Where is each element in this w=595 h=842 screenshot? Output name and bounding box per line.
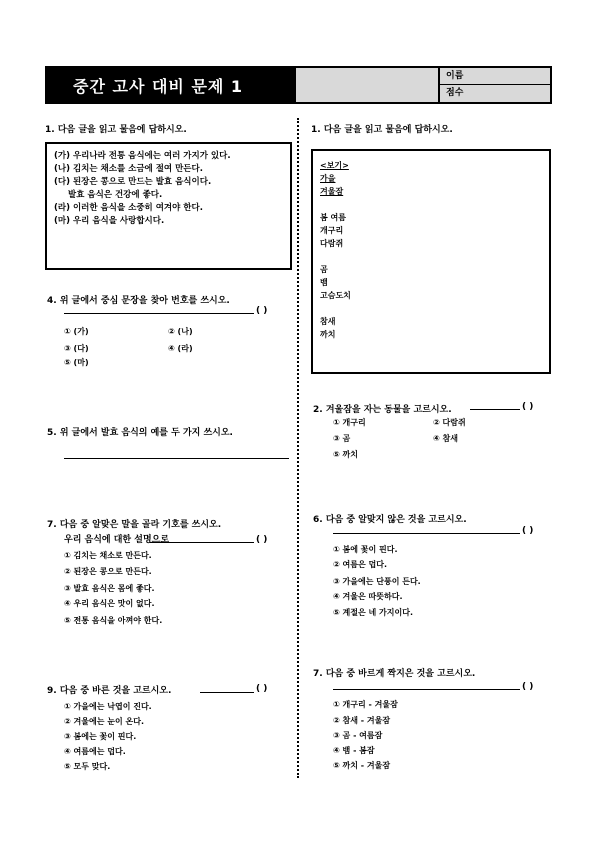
question-7-left <box>47 517 221 530</box>
passage-line: (라) 이러한 음식을 소중히 여겨야 한다. <box>54 203 203 213</box>
question-text: 위 글에서 중심 문장을 찾아 번호를 쓰시오. <box>59 296 230 306</box>
question-text: 다음 중 바른 것을 고르시오. <box>59 686 172 696</box>
passage-line: (가) 우리나라 전통 음식에는 여러 가지가 있다. <box>54 151 231 161</box>
question-number: 6. <box>313 515 323 525</box>
question-6 <box>313 512 467 525</box>
question-7-right <box>313 666 475 679</box>
question-number: 4. <box>47 296 57 306</box>
answer-rule <box>200 692 254 693</box>
answer-paren[interactable]: ( ) <box>256 684 268 694</box>
passage-line: (다) 된장은 콩으로 만드는 발효 음식이다. <box>54 177 212 187</box>
box-line <box>320 250 542 263</box>
answer-paren[interactable]: ( ) <box>522 402 534 412</box>
answer-rule <box>64 313 254 314</box>
option[interactable]: ① 봄에 꽃이 핀다. <box>333 545 398 554</box>
option[interactable]: ④ 우리 음식은 맛이 없다. <box>64 599 155 608</box>
box-line: <보기> <box>320 161 349 170</box>
option[interactable]: ⑤ 모두 맞다. <box>64 762 111 771</box>
box-line: 개구리 <box>320 226 344 235</box>
question-text: 위 글에서 발효 음식의 예를 두 가지 쓰시오. <box>59 428 233 438</box>
option[interactable]: ⑤ 까치 <box>333 450 359 459</box>
header-info-box <box>438 66 552 104</box>
option[interactable]: ② 된장은 콩으로 만든다. <box>64 567 152 576</box>
box-line: 겨울잠 <box>320 187 344 196</box>
box-line: 곰 <box>320 265 328 274</box>
option[interactable]: ② 여름은 덥다. <box>333 560 388 569</box>
box-line: 뱀 <box>320 278 328 287</box>
option[interactable]: ⑤ 계절은 네 가지이다. <box>333 608 413 617</box>
name-label: 이름 <box>440 68 550 85</box>
option[interactable]: ④ 뱀 - 봄잠 <box>333 746 375 755</box>
score-label: 점수 <box>446 88 464 98</box>
box-line: 봄 여름 <box>320 213 346 222</box>
question-4 <box>47 293 230 306</box>
passage-line: 발효 음식은 건강에 좋다. <box>68 190 163 200</box>
answer-paren[interactable]: ( ) <box>522 526 534 536</box>
question-number: 7. <box>47 520 57 530</box>
question-number: 2. <box>313 405 323 415</box>
option[interactable]: ⑤ 까치 - 겨울잠 <box>333 761 391 770</box>
box-line <box>320 302 542 315</box>
option[interactable]: ① 개구리 <box>333 418 366 427</box>
option[interactable]: ③ 곰 <box>333 434 351 443</box>
option[interactable]: ③ 봄에는 꽃이 핀다. <box>64 732 137 741</box>
question-number: 9. <box>47 686 57 696</box>
question-2 <box>313 402 452 415</box>
option[interactable]: ② 다람쥐 <box>433 418 466 427</box>
answer-paren[interactable]: ( ) <box>256 535 268 545</box>
question-text: 다음 중 알맞지 않은 것을 고르시오. <box>325 515 467 525</box>
box-line <box>320 198 542 211</box>
answer-rule <box>333 533 520 534</box>
box-line: 까치 <box>320 330 336 339</box>
option[interactable]: ⑤ (마) <box>64 358 89 367</box>
question-number: 7. <box>313 669 323 679</box>
answer-rule <box>150 542 254 543</box>
answer-rule <box>333 689 520 690</box>
right-passage-box <box>311 149 551 374</box>
box-line: 참새 <box>320 317 336 326</box>
option[interactable]: ④ 겨울은 따뜻하다. <box>333 592 403 601</box>
option[interactable]: ④ (라) <box>168 344 193 353</box>
box-line: 가을 <box>320 174 336 183</box>
option[interactable]: ③ 발효 음식은 몸에 좋다. <box>64 584 155 593</box>
passage-line: (마) 우리 음식을 사랑합시다. <box>54 216 165 226</box>
option[interactable]: ① 김치는 채소로 만든다. <box>64 551 152 560</box>
page-title: 중간 고사 대비 문제 1 <box>45 66 296 104</box>
answer-paren[interactable]: ( ) <box>522 682 534 692</box>
option[interactable]: ⑤ 전통 음식을 아껴야 한다. <box>64 616 163 625</box>
right-section-heading: 1. 다음 글을 읽고 물음에 답하시오. <box>311 125 453 135</box>
question-text-cont: 우리 음식에 대한 설명으로 <box>64 535 170 545</box>
option[interactable]: ② 참새 - 겨울잠 <box>333 716 391 725</box>
question-5 <box>47 425 233 438</box>
header-blank-area <box>296 66 438 104</box>
answer-rule <box>470 409 520 410</box>
question-number: 5. <box>47 428 57 438</box>
left-passage-box <box>45 142 292 270</box>
question-text: 겨울잠을 자는 동물을 고르시오. <box>325 405 452 415</box>
answer-line[interactable] <box>64 458 289 459</box>
option[interactable]: ① (가) <box>64 327 89 336</box>
box-line: 다람쥐 <box>320 239 344 248</box>
question-text: 다음 중 바르게 짝지은 것을 고르시오. <box>325 669 476 679</box>
column-divider <box>297 118 299 778</box>
option[interactable]: ③ 가을에는 단풍이 든다. <box>333 577 421 586</box>
question-text: 다음 중 알맞은 말을 골라 기호를 쓰시오. <box>59 520 222 530</box>
option[interactable]: ① 가을에는 낙엽이 진다. <box>64 702 152 711</box>
option[interactable]: ② (나) <box>168 327 193 336</box>
option[interactable]: ④ 여름에는 덥다. <box>64 747 126 756</box>
box-line: 고슴도치 <box>320 291 351 300</box>
question-9 <box>47 683 171 696</box>
option[interactable]: ① 개구리 - 겨울잠 <box>333 700 398 709</box>
option[interactable]: ③ (다) <box>64 344 89 353</box>
passage-line: (나) 김치는 채소를 소금에 절여 만든다. <box>54 164 203 174</box>
option[interactable]: ③ 곰 - 여름잠 <box>333 731 383 740</box>
left-section-heading: 1. 다음 글을 읽고 물음에 답하시오. <box>45 125 187 135</box>
option[interactable]: ④ 참새 <box>433 434 459 443</box>
option[interactable]: ② 겨울에는 눈이 온다. <box>64 717 144 726</box>
answer-paren[interactable]: ( ) <box>256 306 268 316</box>
